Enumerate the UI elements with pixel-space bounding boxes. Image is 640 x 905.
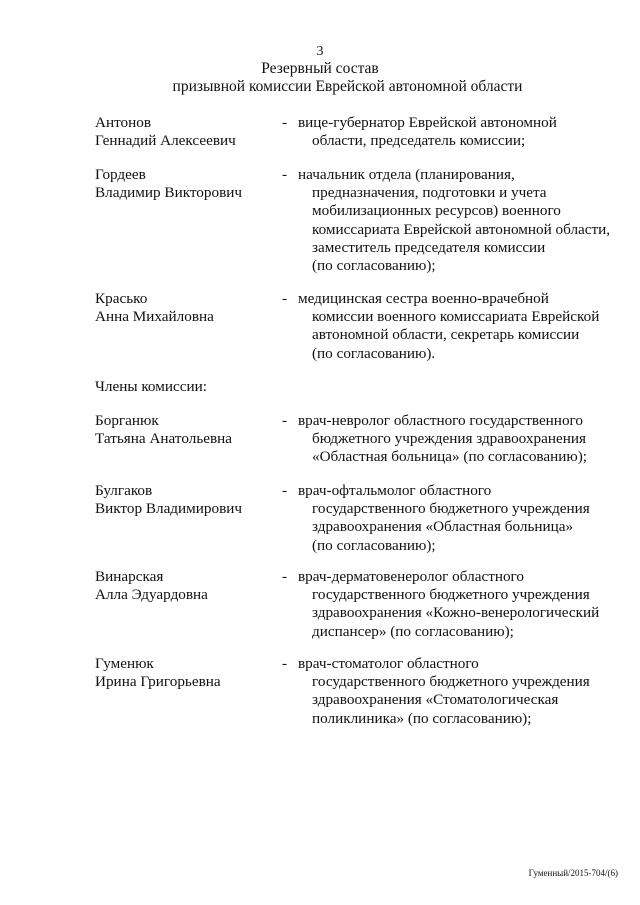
entry-dash: - bbox=[282, 655, 288, 672]
person-name bbox=[95, 482, 275, 518]
role-line: области, председатель комиссии; bbox=[312, 132, 526, 150]
person-role bbox=[298, 166, 628, 275]
person-surname: Красько bbox=[95, 290, 148, 307]
role-line: предназначения, подготовки и учета bbox=[312, 184, 547, 202]
person-surname: Винарская bbox=[95, 568, 164, 585]
person-given-name: Владимир Викторович bbox=[95, 184, 243, 202]
role-line: автономной области, секретарь комиссии bbox=[312, 326, 580, 344]
role-line: комиссии военного комиссариата Еврейской bbox=[312, 308, 600, 326]
person-surname: Гуменюк bbox=[95, 655, 154, 672]
person-name bbox=[95, 290, 275, 326]
person-surname: Гордеев bbox=[95, 166, 146, 183]
role-line: поликлиника» (по согласованию); bbox=[312, 709, 532, 727]
role-line: заместитель председателя комиссии bbox=[312, 238, 546, 256]
entry-dash: - bbox=[282, 412, 288, 429]
document-title bbox=[0, 60, 640, 96]
role-line: бюджетного учреждения здравоохранения bbox=[312, 430, 586, 448]
role-line: медицинская сестра военно-врачебной bbox=[298, 290, 549, 307]
entry-dash: - bbox=[282, 568, 288, 585]
role-line: «Областная больница» (по согласованию); bbox=[312, 448, 588, 466]
person-role bbox=[298, 114, 628, 150]
person-role bbox=[298, 412, 628, 467]
role-line: врач-невролог областного государственного bbox=[298, 412, 583, 429]
role-line: здравоохранения «Стоматологическая bbox=[312, 691, 559, 709]
person-given-name: Алла Эдуардовна bbox=[95, 586, 208, 604]
members-section-label: Члены комиссии: bbox=[95, 378, 207, 395]
person-given-name: Ирина Григорьевна bbox=[95, 673, 221, 691]
title-line-2: призывной комиссии Еврейской автономной области bbox=[172, 78, 523, 95]
entry-dash: - bbox=[282, 114, 288, 131]
role-line: врач-дерматовенеролог областного bbox=[298, 568, 524, 585]
person-name bbox=[95, 655, 275, 691]
person-surname: Антонов bbox=[95, 114, 152, 131]
role-line: врач-офтальмолог областного bbox=[298, 482, 492, 499]
person-given-name: Виктор Владимирович bbox=[95, 500, 243, 518]
person-given-name: Геннадий Алексеевич bbox=[95, 132, 236, 150]
role-line: здравоохранения «Областная больница» bbox=[312, 518, 574, 536]
role-line: (по согласованию); bbox=[312, 257, 436, 275]
role-line: комиссариата Еврейской автономной области, bbox=[312, 220, 611, 238]
role-line: вице-губернатор Еврейской автономной bbox=[298, 114, 557, 131]
document-footer-code: Гуменный/2015-704/(6) bbox=[528, 868, 618, 878]
person-name bbox=[95, 412, 275, 448]
role-line: государственного бюджетного учреждения bbox=[312, 586, 590, 604]
role-line: государственного бюджетного учреждения bbox=[312, 500, 590, 518]
person-given-name: Анна Михайловна bbox=[95, 308, 214, 326]
person-surname: Булгаков bbox=[95, 482, 153, 499]
person-name bbox=[95, 166, 275, 202]
person-role bbox=[298, 655, 628, 728]
person-surname: Борганюк bbox=[95, 412, 159, 429]
person-name bbox=[95, 568, 275, 604]
entry-dash: - bbox=[282, 482, 288, 499]
role-line: мобилизационных ресурсов) военного bbox=[312, 202, 561, 220]
role-line: (по согласованию). bbox=[312, 344, 436, 362]
entry-dash: - bbox=[282, 166, 288, 183]
role-line: начальник отдела (планирования, bbox=[298, 166, 515, 183]
person-role bbox=[298, 482, 628, 555]
role-line: государственного бюджетного учреждения bbox=[312, 673, 590, 691]
person-role bbox=[298, 290, 628, 363]
person-given-name: Татьяна Анатольевна bbox=[95, 430, 233, 448]
role-line: диспансер» (по согласованию); bbox=[312, 622, 514, 640]
person-name bbox=[95, 114, 275, 150]
person-role bbox=[298, 568, 628, 641]
entry-dash: - bbox=[282, 290, 288, 307]
role-line: (по согласованию); bbox=[312, 536, 436, 554]
role-line: врач-стоматолог областного bbox=[298, 655, 479, 672]
title-line-1: Резервный состав bbox=[261, 60, 379, 77]
role-line: здравоохранения «Кожно-венерологический bbox=[312, 604, 600, 622]
page-number: 3 bbox=[316, 44, 324, 59]
